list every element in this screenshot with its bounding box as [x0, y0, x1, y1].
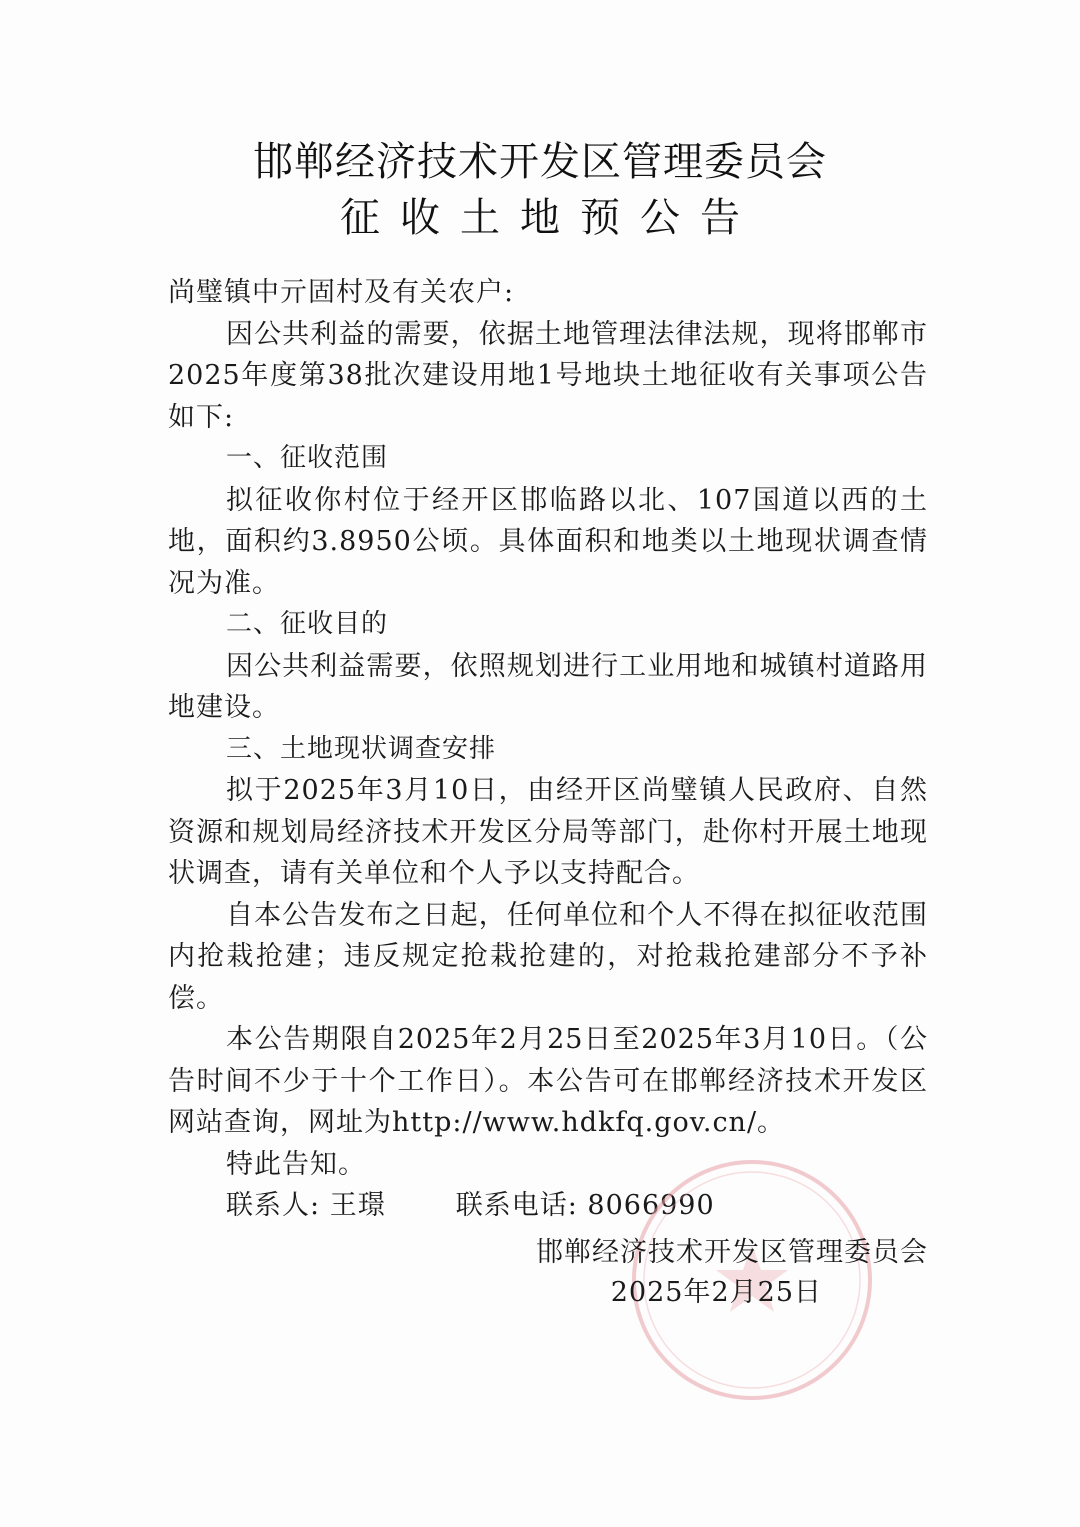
section2-heading: 二、征收目的 [226, 609, 389, 639]
signature-date: 2025年2月25日 [610, 1277, 822, 1308]
section3-paragraph: 拟于2025年3月10日，由经开区尚璧镇人民政府、自然资源和规划局经济技术开发区分局等部门，赴你村开展土地现状调查，请有关单位和个人予以支持配合。 [168, 775, 928, 889]
closing-line: 特此告知。 [226, 1148, 366, 1180]
document-body [168, 272, 928, 1227]
section2-paragraph: 因公共利益需要，依照规划进行工业用地和城镇村道路用地建设。 [168, 650, 928, 723]
prohibition-paragraph: 自本公告发布之日起，任何单位和个人不得在拟征收范围内抢栽抢建；违反规定抢栽抢建的，对抢栽抢建部分不予补偿。 [168, 899, 928, 1014]
contact-phone: 8066990 [587, 1190, 715, 1221]
period-paragraph: 本公告期限自2025年2月25日至2025年3月10日。（公告时间不少于十个工作日）。本公告可在邯郸经济技术开发区网站查询，网址为http://www.hdkfq.gov.cn/。 [168, 1024, 928, 1138]
contact-person: 王璟 [329, 1190, 386, 1221]
signature-organization: 邯郸经济技术开发区管理委员会 [536, 1237, 928, 1268]
document-title-notice: 征收土地预公告 [340, 195, 760, 241]
section3-heading: 三、土地现状调查安排 [226, 733, 497, 764]
addressee: 尚璧镇中亓固村及有关农户: [168, 277, 515, 308]
section1-paragraph: 拟征收你村位于经开区邯临路以北、107国道以西的土地，面积约3.8950公顷。具体面积和地类以土地现状调查情况为准。 [168, 484, 928, 599]
intro-paragraph: 因公共利益的需要，依据土地管理法律法规，现将邯郸市2025年度第38批次建设用地1号地块土地征收有关事项公告如下: [168, 318, 928, 433]
contact-line [168, 1185, 928, 1227]
document-title-org: 邯郸经济技术开发区管理委员会 [253, 139, 827, 185]
contact-person-label: 联系人: [226, 1190, 321, 1221]
section1-heading: 一、征收范围 [226, 443, 389, 473]
contact-phone-label: 联系电话: [455, 1190, 578, 1221]
